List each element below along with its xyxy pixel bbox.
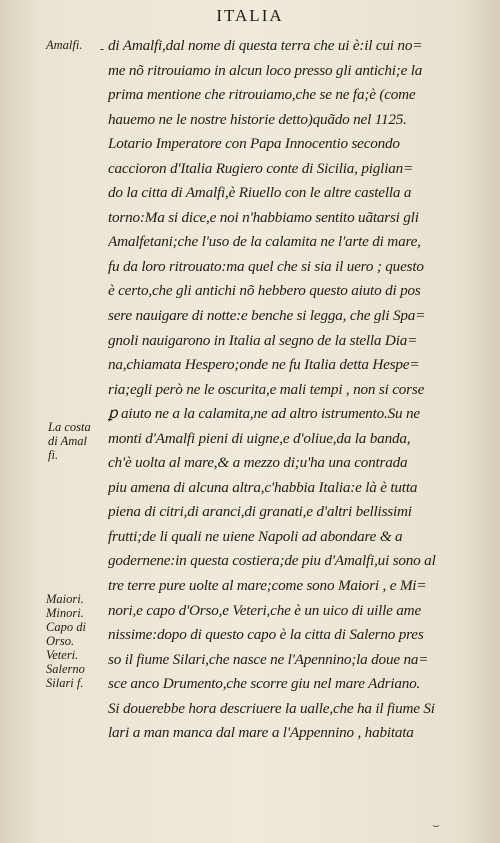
margin-note-line: La costa — [48, 420, 91, 434]
text-line: do la citta di Amalfi,è Riuello con le altre castella a — [108, 184, 412, 202]
text-line: sce anco Drumento,che scorre giu nel mare Adriano. — [108, 675, 421, 693]
text-line: ria;egli però ne le oscurita,e mali tempi , non si corse — [108, 380, 425, 398]
running-head: ITALIA — [216, 6, 284, 25]
margin-note-line: Salerno — [46, 662, 85, 676]
text-line: nori,e capo d'Orso,e Veteri,che è un uico di uille ame — [108, 601, 421, 619]
text-line: Lotario Imperatore con Papa Innocentio secondo — [108, 135, 400, 153]
text-line: ch'è uolta al mare,& a mezzo di;u'ha una contrada — [108, 454, 408, 472]
margin-note-line: di Amal — [48, 434, 88, 448]
text-line: nissime:dopo di questo capo è la citta di Salerno pres — [108, 626, 424, 644]
margin-note-line: Amalfi. — [46, 38, 83, 52]
margin-note-line: Capo di — [46, 620, 86, 634]
text-line: godernene:in questa costiera;de piu d'Amalfi,ui sono al — [108, 552, 436, 570]
margin-note-line: Veteri. — [46, 648, 79, 662]
text-line: Si douerebbe hora descriuere la ualle,che ha il fiume Si — [108, 699, 435, 717]
text-line: hauemo ne le nostre historie detto)quãdo nel 1125. — [108, 110, 407, 128]
text-line: piena di citri,di aranci,di granati,e d'altri bellissimi — [108, 503, 412, 521]
margin-dash: - — [100, 42, 105, 56]
text-line: tre terre pure uolte al mare;come sono Maiori , e Mi= — [108, 577, 427, 595]
text-line: ꝑ aiuto ne a la calamita,ne ad altro istrumento.Su ne — [108, 405, 420, 423]
text-line: monti d'Amalfi pieni di uigne,e d'oliue,da la banda, — [108, 429, 411, 447]
text-line: torno:Ma si dice,e noi n'habbiamo sentito uãtarsi gli — [108, 208, 419, 226]
text-line: na,chiamata Hespero;onde ne fu Italia detta Hespe= — [108, 356, 420, 374]
text-line: me nõ ritrouiamo in alcun loco presso gli antichi;e la — [108, 61, 423, 79]
text-line: fu da loro ritrouato:ma quel che si sia il uero ; questo — [108, 257, 424, 275]
text-line: frutti;de li quali ne uiene Napoli ad abondare & a — [108, 527, 403, 545]
text-line: di Amalfi,dal nome di questa terra che ui è:il cui no= — [108, 37, 423, 54]
margin-note-costa — [48, 420, 91, 462]
text-line: Amalfetani;che l'uso de la calamita ne l'arte di mare, — [108, 233, 421, 251]
margin-note-line: Orso. — [46, 634, 75, 648]
margin-note-line: fi. — [48, 448, 59, 462]
text-line: piu amena di alcuna altra,c'habbia Italia:e là è tutta — [108, 478, 418, 496]
margin-note-line: Maiori. — [46, 592, 84, 606]
margin-note-places — [46, 592, 86, 690]
text-line: caccioron d'Italia Rugiero conte di Sicilia, piglian= — [108, 159, 414, 177]
text-line: è certo,che gli antichi nõ hebbero questo aiuto di pos — [108, 282, 421, 300]
text-line: prima mentione che ritrouiamo,che se ne fa;è (come — [108, 86, 416, 104]
body-text — [108, 34, 482, 746]
text-line: gnoli nauigarono in Italia al segno de la stella Dia= — [108, 331, 418, 349]
margin-note-line: Silari f. — [46, 676, 84, 690]
text-line: lari a man manca dal mare a l'Appennino , habitata — [108, 724, 414, 742]
signature-mark: ⌣ — [432, 818, 440, 832]
text-line: so il fiume Silari,che nasce ne l'Apennino;la doue na= — [108, 650, 429, 668]
margin-note-amalfi — [46, 38, 82, 52]
margin-note-line: Minori. — [46, 606, 84, 620]
text-line: sere nauigare di notte:e benche si legga, che gli Spa= — [108, 307, 426, 325]
